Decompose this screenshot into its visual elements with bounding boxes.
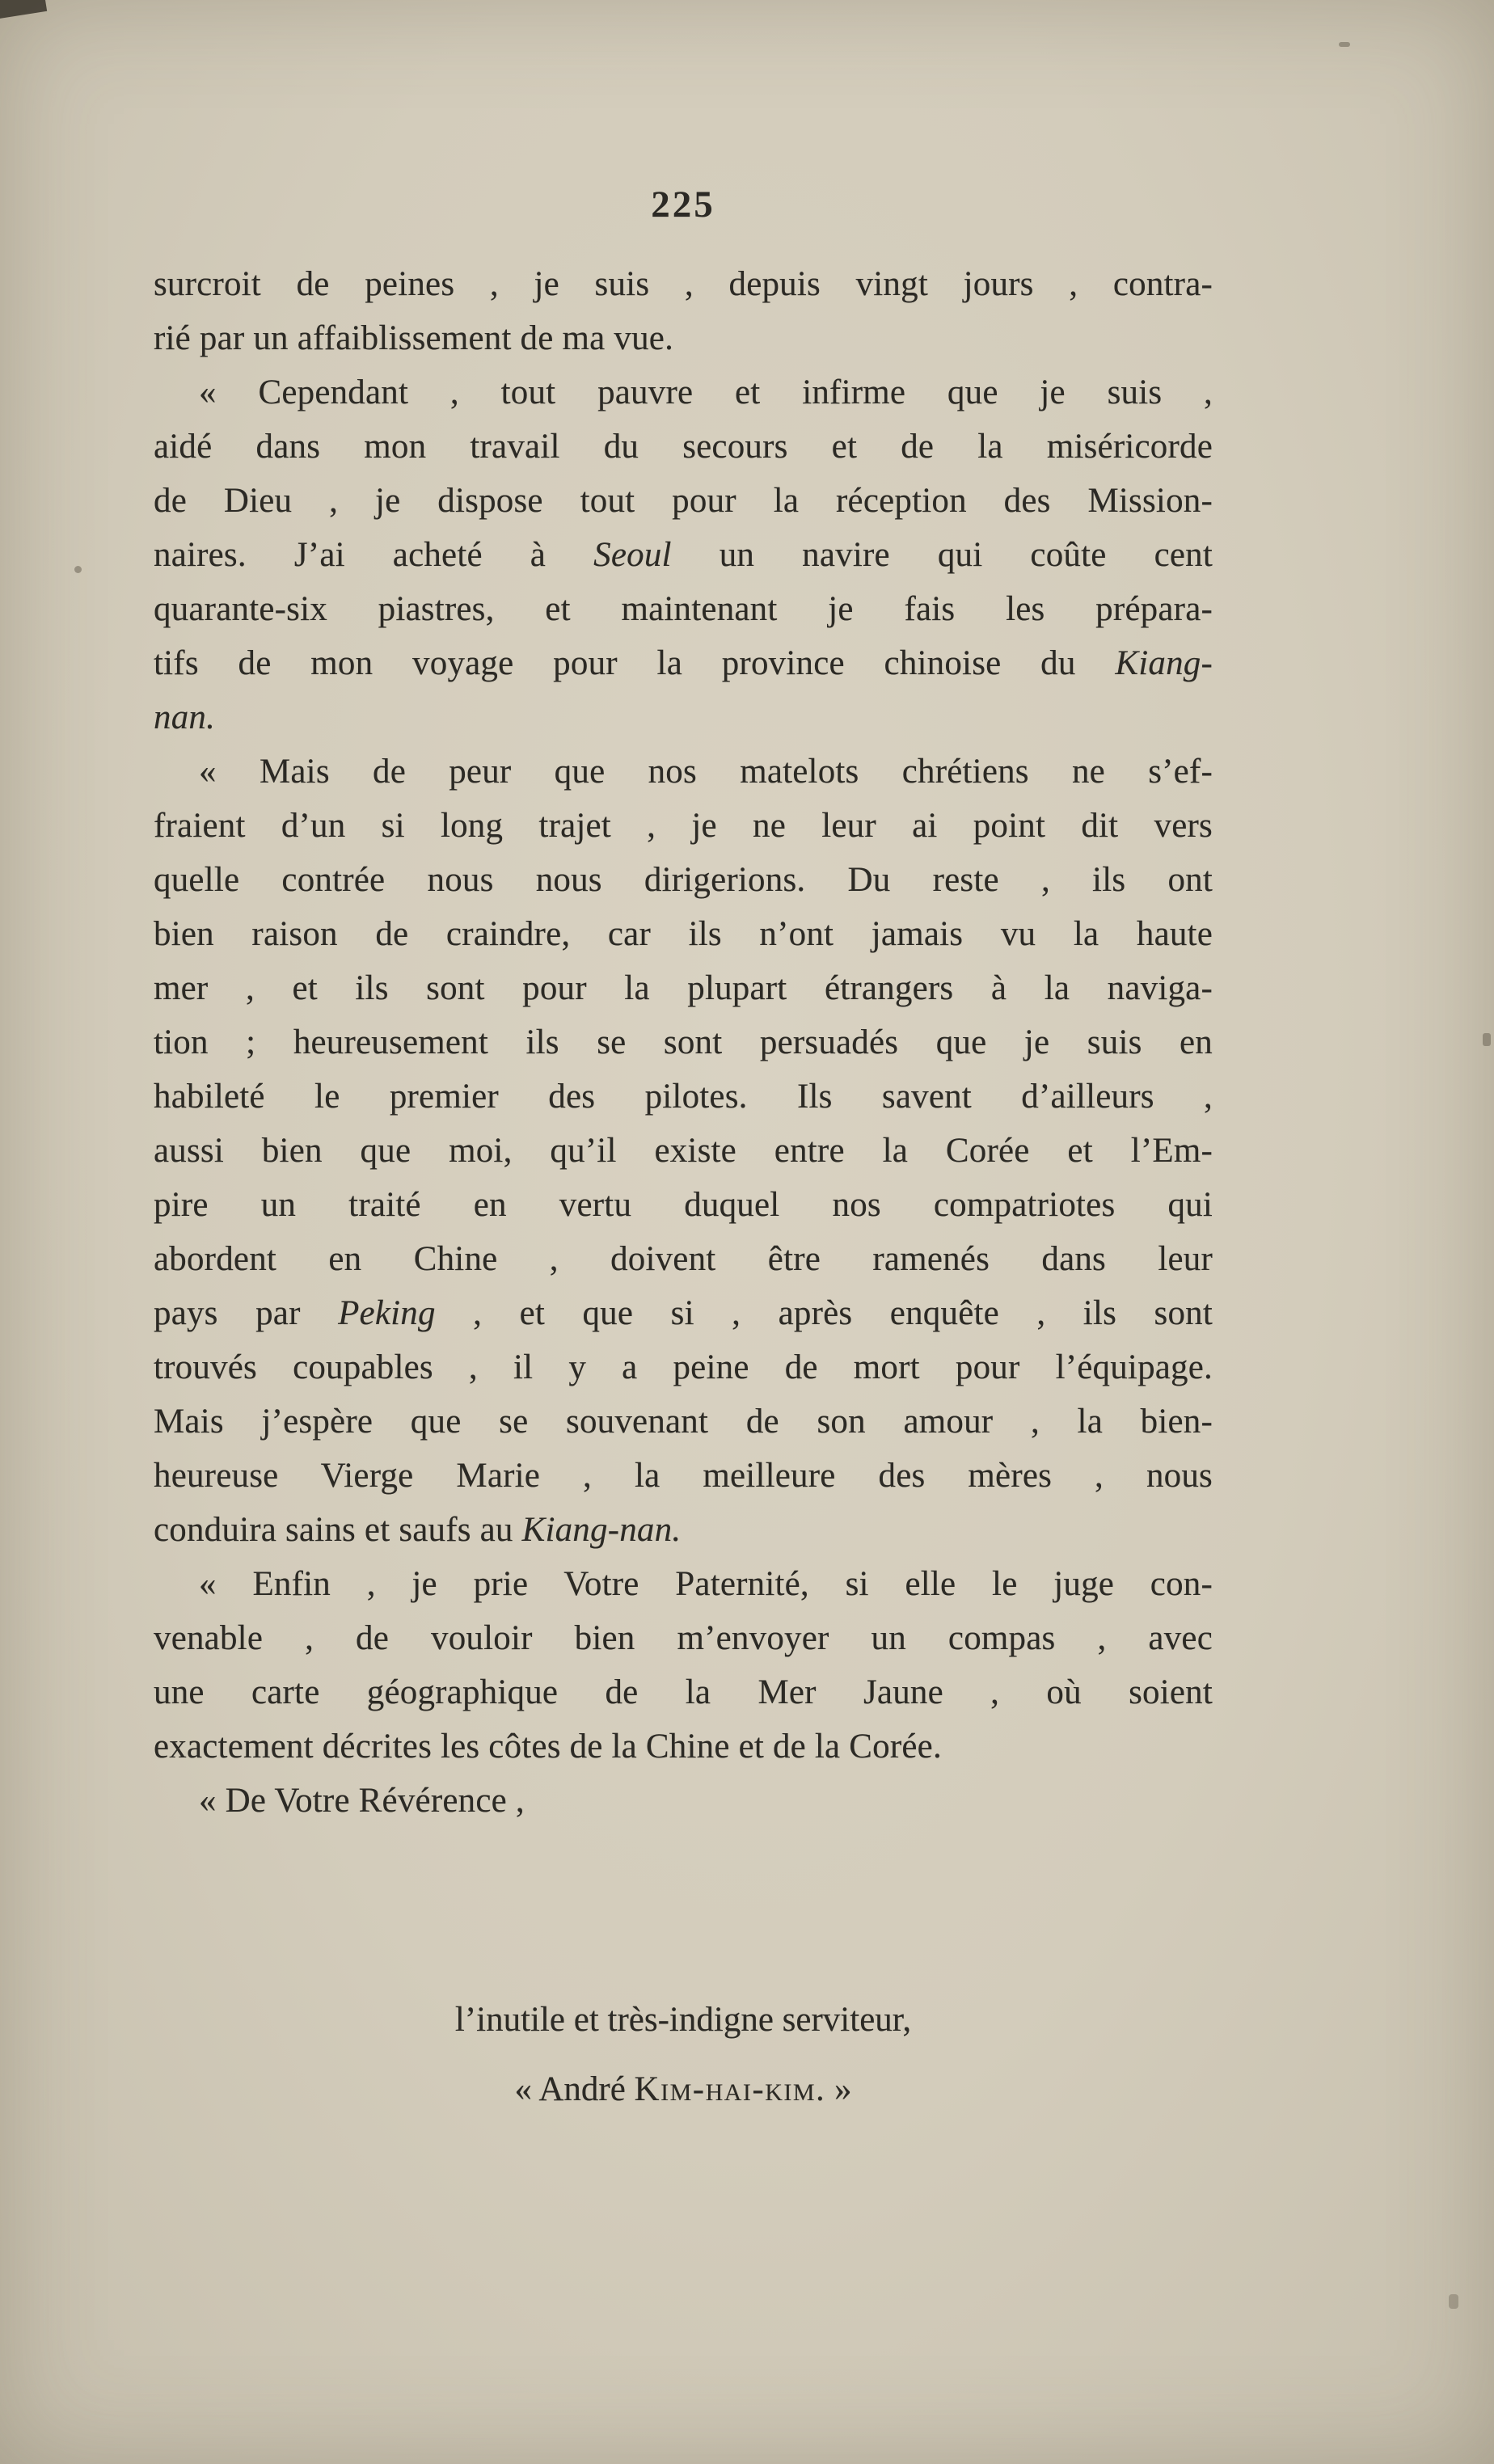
- text-segment: « Mais de peur que nos matelots chrétiens ne s’ef-: [199, 753, 1213, 791]
- text-line: [154, 1015, 1213, 1070]
- text-line: [154, 1665, 1213, 1719]
- text-segment: un navire qui coûte cent: [671, 536, 1213, 574]
- scan-speck: [74, 566, 82, 573]
- text-line: [154, 690, 1213, 745]
- text-segment: venable , de vouloir bien m’envoyer un compas , avec: [154, 1619, 1213, 1657]
- text-segment: pire un traité en vertu duquel nos compatriotes qui: [154, 1186, 1213, 1224]
- text-line: [154, 1286, 1213, 1340]
- text-segment: « Cependant , tout pauvre et infirme que je suis ,: [199, 373, 1213, 411]
- text-line: [154, 1070, 1213, 1124]
- text-line: [154, 1611, 1213, 1665]
- text-segment: tifs de mon voyage pour la province chinoise du: [154, 644, 1116, 682]
- italic-text-segment: nan.: [154, 698, 216, 736]
- text-segment: exactement décrites les côtes de la Chine et de la Corée.: [154, 1728, 942, 1766]
- text-line: [154, 474, 1213, 528]
- text-line: [154, 528, 1213, 582]
- text-line: [154, 257, 1213, 311]
- text-line: [154, 420, 1213, 474]
- text-line: [154, 1178, 1213, 1232]
- page-number: 225: [651, 184, 715, 226]
- text-line: [154, 1449, 1213, 1503]
- scan-speck: [1339, 42, 1350, 47]
- text-line: [154, 907, 1213, 961]
- text-segment: habileté le premier des pilotes. Ils savent d’ailleurs ,: [154, 1078, 1213, 1116]
- text-segment: « Enfin , je prie Votre Paternité, si elle le juge con-: [199, 1565, 1213, 1603]
- text-segment: quarante-six piastres, et maintenant je fais les prépara-: [154, 590, 1213, 628]
- italic-text-segment: Seoul: [593, 536, 672, 574]
- text-line: [154, 1774, 1213, 1828]
- signature-name-line: [154, 2055, 1213, 2124]
- text-segment: abordent en Chine , doivent être ramenés dans leur: [154, 1240, 1213, 1278]
- text-segment: Mais j’espère que se souvenant de son amour , la bien-: [154, 1403, 1213, 1441]
- text-line: [154, 1557, 1213, 1611]
- text-line: [154, 1503, 1213, 1557]
- text-line: [154, 365, 1213, 420]
- text-segment: une carte géographique de la Mer Jaune , où soient: [154, 1673, 1213, 1711]
- text-line: [154, 1340, 1213, 1394]
- signature-role: l’inutile et très-indigne serviteur,: [454, 2001, 912, 2039]
- text-segment: pays par: [154, 1294, 339, 1332]
- signature-name: Kim-hai-kim.: [634, 2070, 826, 2108]
- letter-body: [154, 257, 1213, 1828]
- text-segment: quelle contrée nous nous dirigerions. Du reste , ils ont: [154, 861, 1213, 899]
- text-segment: bien raison de craindre, car ils n’ont jamais vu la haute: [154, 915, 1213, 953]
- text-segment: rié par un affaiblissement de ma vue.: [154, 319, 674, 357]
- text-line: [154, 582, 1213, 636]
- text-segment: tion ; heureusement ils se sont persuadés que je suis en: [154, 1023, 1213, 1061]
- text-segment: fraient d’un si long trajet , je ne leur ai point dit vers: [154, 807, 1213, 845]
- text-line: [154, 799, 1213, 853]
- text-line: [154, 1394, 1213, 1449]
- text-segment: « De Votre Révérence ,: [199, 1782, 525, 1820]
- italic-text-segment: Kiang-nan.: [521, 1511, 682, 1549]
- italic-text-segment: Peking: [338, 1294, 436, 1332]
- text-segment: heureuse Vierge Marie , la meilleure des mères , nous: [154, 1457, 1213, 1495]
- text-line: [154, 1232, 1213, 1286]
- scan-corner-artifact: [0, 0, 47, 21]
- text-segment: conduira sains et saufs au: [154, 1511, 522, 1549]
- text-segment: de Dieu , je dispose tout pour la réception des Mission-: [154, 482, 1213, 520]
- text-line: [154, 311, 1213, 365]
- text-line: [154, 1719, 1213, 1774]
- text-segment: aidé dans mon travail du secours et de la miséricorde: [154, 428, 1213, 466]
- text-line: [154, 853, 1213, 907]
- text-segment: aussi bien que moi, qu’il existe entre la Corée et l’Em-: [154, 1132, 1213, 1170]
- signature-name-prefix: « André: [514, 2070, 635, 2108]
- text-segment: surcroit de peines , je suis , depuis vingt jours , contra-: [154, 265, 1213, 303]
- scan-speck: [1449, 2294, 1458, 2309]
- text-segment: naires. J’ai acheté à: [154, 536, 594, 574]
- text-line: [154, 1124, 1213, 1178]
- text-segment: , et que si , après enquête , ils sont: [435, 1294, 1213, 1332]
- text-line: [154, 636, 1213, 690]
- text-line: [154, 745, 1213, 799]
- text-segment: trouvés coupables , il y a peine de mort pour l’équipage.: [154, 1348, 1213, 1386]
- italic-text-segment: Kiang-: [1115, 644, 1213, 682]
- scan-speck: [1483, 1033, 1491, 1046]
- signature-name-suffix: »: [825, 2070, 852, 2108]
- text-line: [154, 961, 1213, 1015]
- signature-block: [154, 1985, 1213, 2124]
- text-segment: mer , et ils sont pour la plupart étrangers à la naviga-: [154, 969, 1213, 1007]
